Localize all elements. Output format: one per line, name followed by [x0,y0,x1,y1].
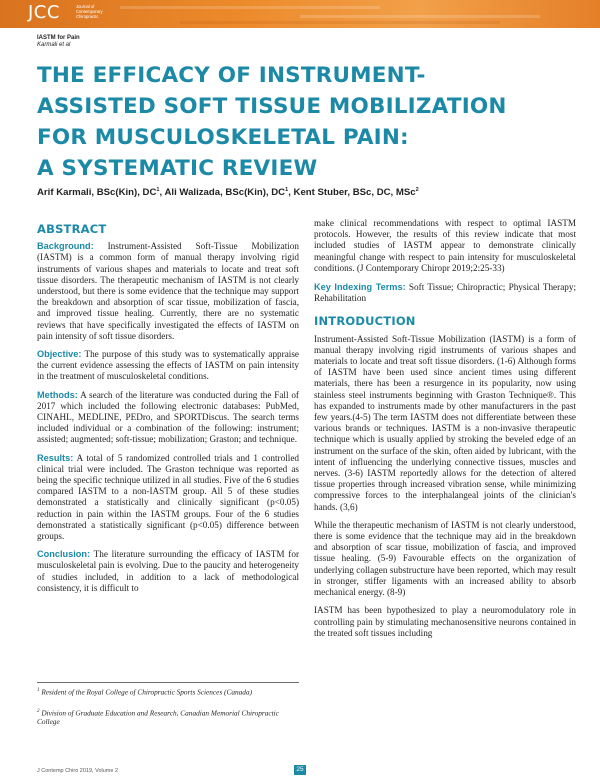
footnote-text: Division of Graduate Education and Research, Canadian Memorial Chiropractic College [37,708,279,727]
footnote-2 [37,707,299,726]
background-label: Background: [37,241,94,252]
conclusion-label: Conclusion: [37,549,91,560]
footnote-mark: 1 [37,688,40,693]
page-number: 25 [294,765,306,775]
title-line: A SYSTEMATIC REVIEW [37,156,318,181]
title-line: THE EFFICACY OF INSTRUMENT- [37,63,426,88]
author-name: Kent Stuber, BSc, DC, MSc [293,187,416,199]
right-column [314,218,576,646]
abstract-results [37,453,299,543]
abstract-methods [37,390,299,446]
keywords-text: Soft Tissue; Chiropractic; Physical Therapy; Rehabilitation [314,282,577,304]
footnote-divider [37,682,299,683]
results-text: A total of 5 randomized controlled trials and 1 controlled clinical trial were included. The Graston technique was reported as being the specific technique utilized in all studies. Five of the 6 studies compared IASTM to a non-IASTM group. All 5 of these studies demonstrated a statistically and clinically significant (p<0.05) reduction in pain within the IASTM groups. Four of the 6 studies demonstrated a statistically significant (p<0.05) difference between groups. [37,452,299,542]
left-column [37,224,299,601]
banner-streak [120,6,380,9]
key-indexing-terms [314,282,576,304]
running-author: Karmali et al [37,42,71,48]
methods-text: A search of the literature was conducted during the Fall of 2017 which included the following electronic databases: PubMed, CINAHL, MEDLINE, PEDro, and SPORTDiscus. The search terms included individual or a combination of the following: instrument; assisted; augmented; soft-tissue; mobilization; Graston; and technique. [37,389,299,445]
author-name: Ali Walizada, BSc(Kin), DC [164,187,286,199]
author-name: Arif Karmali, BSc(Kin), DC [37,187,157,199]
results-label: Results: [37,452,74,463]
abstract-objective [37,349,299,383]
article-title [37,60,577,184]
objective-label: Objective: [37,349,82,360]
abstract-heading: ABSTRACT [37,222,107,236]
footnote-mark: 2 [37,709,40,714]
banner-streak [300,15,540,18]
objective-text: The purpose of this study was to systematically appraise the current evidence assessing the effects of IASTM on pain intensity in the treatment of musculoskeletal conditions. [37,349,299,382]
footer-journal: J Contemp Chiro 2019, Volume 2 [37,768,119,774]
footnote-1 [37,686,299,696]
intro-paragraph: Instrument-Assisted Soft-Tissue Mobilization (IASTM) is a form of manual therapy involving rigid instruments of various shapes and materials to locate and treat soft tissue disorders. (1-6) Although forms of IASTM have been used since ancient times using different materials, there has been a resurgence in its popularity, now using stainless steel instruments beginning with Graston Technique®. This has expanded to instruments made by other manufacturers in the past few years.(4-5) The term IASTM does not differentiate between these various brands or techniques. IASTM is a non-invasive therapeutic technique which is usually applied by stroking the beveled edge of an instrument on the surface of the skin, often aided by lubricant, with the intent of influencing the underlying connective tissues, muscles and nerves. (3-6) IASTM reportedly allows for the detection of altered tissue properties through increased vibration sense, while minimizing compressive forces to the interphalangeal joints of the clinician's hands. (3,6) [314,333,576,512]
abstract-conclusion [37,549,299,594]
intro-paragraph: IASTM has been hypothesized to play a neuromodulatory role in controlling pain by stimulating mechanosensitive neurons contained in the treated soft tissues including [314,605,576,638]
abstract-background [37,241,299,342]
author-list: Arif Karmali, BSc(Kin), $DC^1$, Ali Walizada, BSc(Kin), $DC^1$, Kent Stuber, BSc, DC, MSc$^2$ [37,187,419,199]
intro-paragraph: While the therapeutic mechanism of IASTM is not clearly understood, there is some evidence that the technique may aid in the breakdown and absorption of scar tissue, mobilization of fascia, and improved tissue healing. (5-9) Favourable effects on the organization of underlying collagen substructure have been reported, which may result in stronger, stiffer ligaments with an increased ability to absorb mechanical energy. (8-9) [314,519,576,598]
conclusion-text: The literature surrounding the efficacy of IASTM for musculoskeletal pain is evolving. Due to the paucity and heterogeneity of studies included, in addition to a lack of methodological consistency, it is difficult to [37,549,299,593]
journal-banner [0,0,600,28]
methods-label: Methods: [37,389,78,400]
author-affiliation-mark: 1 [285,187,289,193]
abstract-conclusion-continued: make clinical recommendations with respect to optimal IASTM protocols. However, the results of this review indicate that most included studies of IASTM appear to demonstrate clinically meaningful change with respect to pain intensity for musculoskeletal conditions. (J Contemporary Chiropr 2019;2:25-33) [314,218,576,273]
background-text: Instrument-Assisted Soft-Tissue Mobilization (IASTM) is a common form of manual therapy involving rigid instruments of various shapes and materials to locate and treat soft tissue disorders. The therapeutic mechanism of IASTM is not clearly understood, but there is some evidence that the technique may support the breakdown and absorption of scar tissue, mobilization of fascia, and improved tissue healing. Currently, there are no systematic reviews that have specifically investigated the effects of IASTM on pain intensity of soft tissue disorders. [37,241,299,341]
title-line: FOR MUSCULOSKELETAL PAIN: [37,125,409,150]
introduction-heading: INTRODUCTION [314,314,416,329]
journal-logo: JCC [28,2,60,23]
keywords-label: Key Indexing Terms: [314,282,406,293]
author-affiliation-mark: 1 [156,187,160,193]
author-affiliation-mark: 2 [415,187,419,193]
journal-logo-subtitle: Journal of Contemporary Chiropractic [76,4,103,19]
title-line: ASSISTED SOFT TISSUE MOBILIZATION [37,94,507,119]
running-title: IASTM for Pain [37,35,80,41]
footnote-text: Resident of the Royal College of Chiropractic Sports Sciences (Canada) [39,687,253,697]
banner-streak [180,21,500,24]
